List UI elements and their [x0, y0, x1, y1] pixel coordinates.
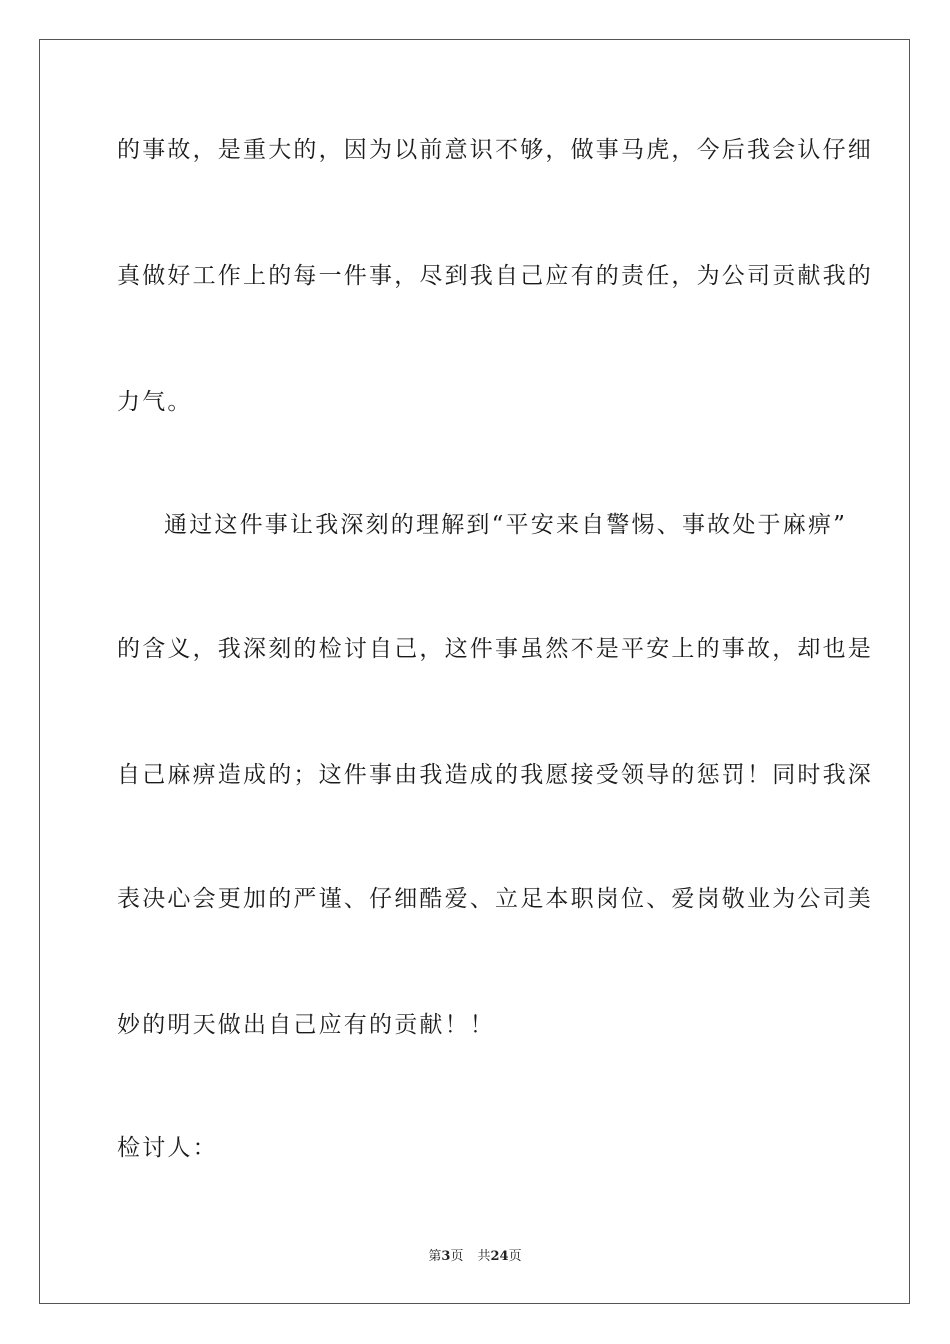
page-prefix: 第 — [428, 1249, 442, 1264]
body-text-line-8: 妙的明天做出自己应有的贡献！！ — [117, 1012, 495, 1038]
body-text-line-4: 通过这件事让我深刻的理解到“平安来自警惕、事故处于麻痹” — [164, 512, 848, 538]
signature-label: 检讨人： — [117, 1135, 218, 1161]
total-pages: 24 — [490, 1249, 509, 1264]
total-suffix: 页 — [508, 1249, 522, 1264]
body-text-line-2: 真做好工作上的每一件事，尽到我自己应有的责任，为公司贡献我的 — [117, 263, 873, 289]
page-number: 3 — [441, 1249, 451, 1264]
page-suffix: 页 — [450, 1249, 464, 1264]
page-border — [39, 39, 910, 1304]
page-footer — [0, 1248, 950, 1266]
body-text-line-6: 自己麻痹造成的；这件事由我造成的我愿接受领导的惩罚！同时我深 — [117, 762, 873, 788]
body-text-line-5: 的含义，我深刻的检讨自己，这件事虽然不是平安上的事故，却也是 — [117, 636, 873, 662]
body-text-line-1: 的事故，是重大的，因为以前意识不够，做事马虎，今后我会认仔细 — [117, 137, 873, 163]
total-prefix: 共 — [477, 1249, 491, 1264]
body-text-line-7: 表决心会更加的严谨、仔细酷爱、立足本职岗位、爱岗敬业为公司美 — [117, 886, 873, 912]
body-text-line-3: 力气。 — [117, 389, 193, 415]
